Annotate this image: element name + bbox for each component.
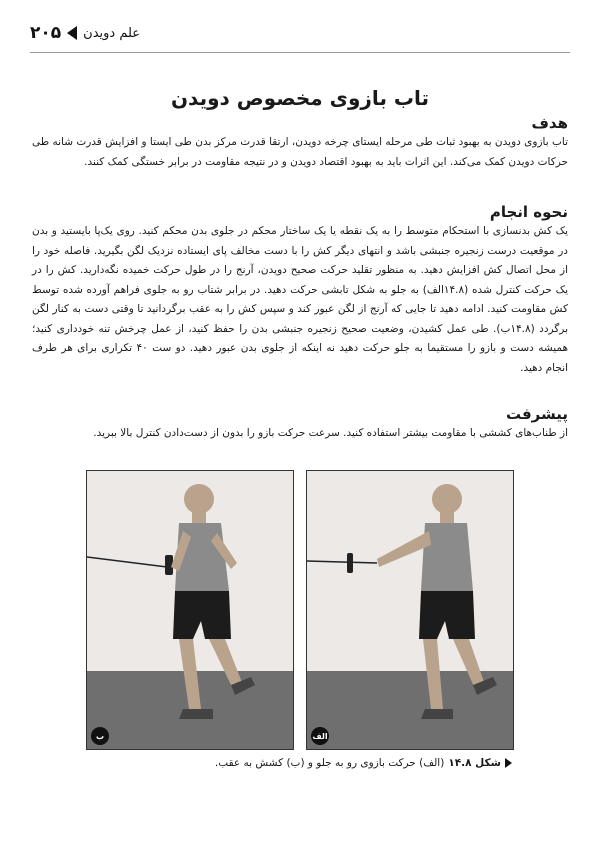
exercise-title: تاب بازوی مخصوص دویدن: [170, 86, 430, 110]
goal-paragraph: تاب بازوی دویدن به بهبود ثبات طی مرحله ایستای چرخه دویدن، ارتقا قدرت مرکز بدن طی ایستا و افزایش قدرت شانه طی حرکات دویدن کمک می‌کند. این اثرات باید به بهبود اقتصاد دویدن و در نتیجه مقاومت در برابر خستگی کمک کنند.: [32, 136, 568, 168]
athlete-backward-illustration: [87, 471, 293, 749]
photo-forward-swing: [306, 470, 514, 750]
how-heading: نحوه انجام: [489, 203, 568, 221]
header-divider: [30, 52, 570, 53]
running-head: [30, 18, 570, 48]
photo-backward-pull: [86, 470, 294, 750]
progress-heading: پیشرفت: [505, 405, 568, 423]
caption-label: شکل ۱۴.۸: [448, 757, 501, 769]
triangle-marker-icon: [67, 26, 77, 40]
how-paragraph: یک کش بدنسازی با استحکام متوسط را به یک نقطه یا یک ساختار محکم در جلوی بدن محکم کنید. روی یک‌پا بایستید و بدن در موقعیت درست زنجیره جنبشی باشد و انتهای دیگر کش را با دست مخالف پای ایستاده نزدیک لگن بگیرید. فاصله خود را از محل اتصال کش افزایش دهید. به منظور تقلید حرکت صحیح دویدن، آرنج را در طول حرکت خمیده نگه‌دارید. کش را در یک حرکت کنترل شده (۱۴.۸الف) به جلو به شکل تابشی حرکت دهید. در برابر شتاب رو به جلوی فراهم آورده شده توسط کش مقاومت کنید. ادامه دهید تا جایی که آرنج از لگن عبور کند و سپس کش را به عقب برگردانید تا وقتی دست به کنار لگن برگردد (۱۴.۸ب). طی عمل کشیدن، وضعیت صحیح زنجیره جنبشی بدن را حفظ کنید، از عمل چرخش تنه خودداری کنید؛ همیشه دست و بازو را مستقیما به جلو حرکت دهید نه اینکه از جلوی بدن عبور دهید. دو ست ۴۰ تکراری برای هر طرف انجام دهید.: [32, 225, 569, 374]
goal-heading: هدف: [531, 114, 568, 132]
caption-arrow-icon: [505, 758, 512, 768]
caption-text: (الف) حرکت بازوی رو به جلو و (ب) کشش به عقب.: [214, 757, 445, 769]
page-folio: [30, 23, 140, 43]
page-number: ۲۰۵: [30, 23, 62, 43]
progress-paragraph: از طناب‌های کششی با مقاومت بیشتر استفاده کنید. سرعت حرکت بازو را بدون از دست‌دادن کنترل بالا ببرید.: [93, 427, 568, 439]
chapter-title: علم دویدن: [83, 25, 141, 41]
photo-a-label: الف: [311, 727, 329, 745]
photo-b-label: ب: [91, 727, 109, 745]
figure-caption: [40, 757, 512, 769]
athlete-forward-illustration: [307, 471, 513, 749]
